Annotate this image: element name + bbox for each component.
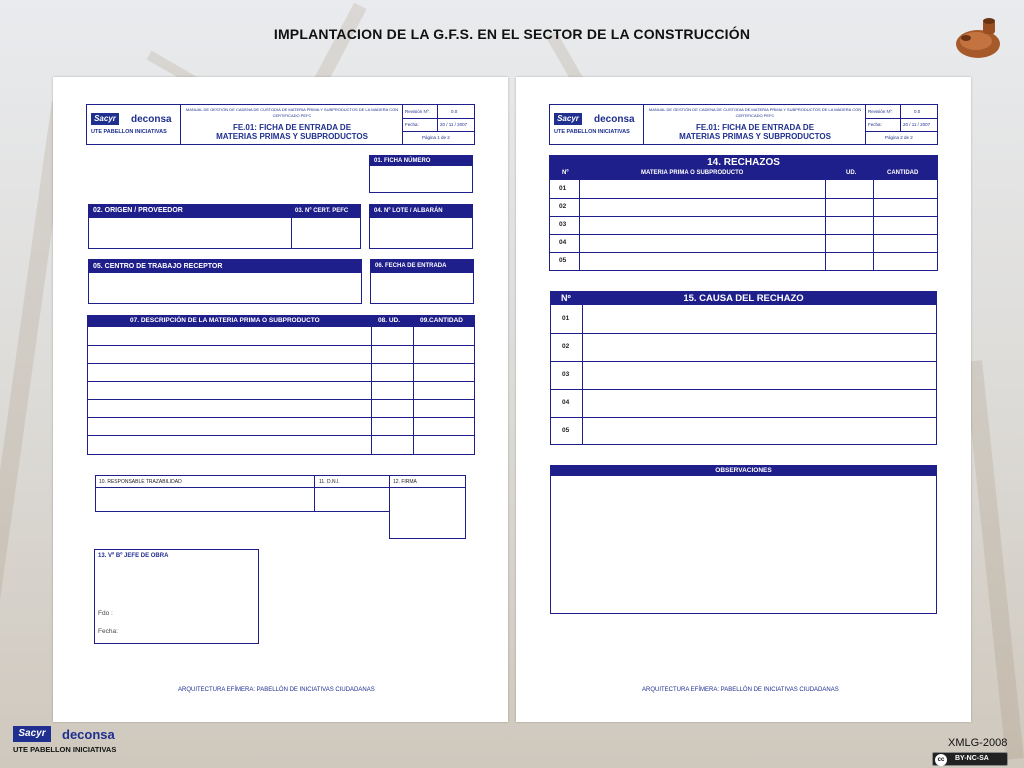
ute-label: UTE PABELLON INICIATIVAS <box>554 129 630 135</box>
field-label: 12. FIRMA <box>393 479 417 485</box>
row-number: 03 <box>562 371 570 378</box>
manual-text: MANUAL DE GESTIÓN DE CADENA DE CUSTODIA DE MATERIA PRIMA Y SUBPRODUCTOS DE LA MADERA CON CERTIFICADO PEFC <box>648 107 862 118</box>
table-row[interactable] <box>88 381 474 382</box>
sacyr-logo: Sacyr <box>554 113 582 125</box>
footer-text: ARQUITECTURA EFÍMERA: PABELLÓN DE INICIATIVAS CIUDADANAS <box>178 687 375 693</box>
row-number: 02 <box>562 343 570 350</box>
field-centro-trabajo[interactable] <box>88 259 362 304</box>
date-label: Fecha: <box>405 122 419 127</box>
col-n: Nº <box>562 170 569 176</box>
field-label: 03. Nº CERT. PEFC <box>295 208 349 214</box>
materia-prima-table <box>87 315 475 455</box>
row-number: 01 <box>559 185 567 192</box>
page-number: Página 2 de 2 <box>885 135 913 140</box>
deconsa-logo: deconsa <box>594 114 635 125</box>
table-row[interactable] <box>88 399 474 400</box>
responsable-block <box>95 475 466 539</box>
field-label: 13. Vº Bº JEFE DE OBRA <box>98 553 169 559</box>
col-descripcion: 07. DESCRIPCIÓN DE LA MATERIA PRIMA O SUBPRODUCTO <box>130 317 320 324</box>
col-cantidad: 09.CANTIDAD <box>420 317 463 324</box>
table-row[interactable] <box>88 345 474 346</box>
rechazos-table <box>549 155 938 271</box>
field-origen-proveedor[interactable] <box>88 204 361 249</box>
field-label: 05. CENTRO DE TRABAJO RECEPTOR <box>89 260 361 273</box>
causa-rechazo-table <box>550 291 937 445</box>
field-label: 10. RESPONSABLE TRAZABILIDAD <box>99 479 182 485</box>
col-ud: UD. <box>846 170 857 176</box>
page-number: Página 1 de 2 <box>422 135 450 140</box>
row-number: 02 <box>559 203 567 210</box>
revision-label: Revisión Nº: <box>868 109 893 114</box>
sacyr-logo: Sacyr <box>91 113 119 125</box>
revision-value: 0.0 <box>914 109 921 114</box>
table-row[interactable] <box>88 435 474 436</box>
sacyr-logo: Sacyr <box>13 726 51 742</box>
manual-text: MANUAL DE GESTIÓN DE CADENA DE CUSTODIA DE MATERIA PRIMA Y SUBPRODUCTOS DE LA MADERA CON CERTIFICADO PEFC <box>185 107 399 118</box>
ute-label: UTE PABELLON INICIATIVAS <box>91 129 167 135</box>
cc-icon: cc <box>935 754 947 766</box>
field-fecha-entrada[interactable] <box>370 259 474 304</box>
field-label: 11. D.N.I. <box>319 479 340 485</box>
deconsa-logo: deconsa <box>62 727 115 742</box>
form-title-2: MATERIAS PRIMAS Y SUBPRODUCTOS <box>216 132 368 141</box>
observaciones-box[interactable] <box>550 465 937 614</box>
form-page-1 <box>53 77 508 722</box>
form-title-1: FE.01: FICHA DE ENTRADA DE <box>232 123 352 132</box>
date-value: 20 / 11 / 2007 <box>440 122 468 127</box>
revision-label: Revisión Nº: <box>405 109 430 114</box>
col-materia: MATERIA PRIMA O SUBPRODUCTO <box>641 170 744 176</box>
table-row[interactable] <box>88 363 474 364</box>
field-lote-albaran[interactable] <box>369 204 473 249</box>
firma-box[interactable] <box>389 475 466 539</box>
footer-text: ARQUITECTURA EFÍMERA: PABELLÓN DE INICIATIVAS CIUDADANAS <box>642 687 839 693</box>
date-value: 20 / 11 / 2007 <box>903 122 931 127</box>
field-label: 06. FECHA DE ENTRADA <box>371 260 473 273</box>
revision-value: 0.0 <box>451 109 458 114</box>
ute-label: UTE PABELLON INICIATIVAS <box>13 745 117 754</box>
col-ud: 08. UD. <box>378 317 401 324</box>
row-number: 05 <box>562 427 570 434</box>
row-number: 01 <box>562 315 570 322</box>
observaciones-label: OBSERVACIONES <box>551 466 936 476</box>
clay-pot-icon <box>950 14 1010 62</box>
form-page-2 <box>516 77 971 722</box>
form-title-1: FE.01: FICHA DE ENTRADA DE <box>695 123 815 132</box>
rechazos-title: 14. RECHAZOS <box>707 157 780 168</box>
field-ficha-numero[interactable] <box>369 155 473 193</box>
license-label: BY-NC-SA <box>955 755 989 762</box>
fdo-label: Fdo : <box>98 610 113 617</box>
field-label: 04. Nº LOTE / ALBARÁN <box>370 205 472 218</box>
cc-license-badge[interactable] <box>932 752 1008 766</box>
vobo-jefe-obra-box[interactable] <box>94 549 259 644</box>
field-label: 02. ORIGEN / PROVEEDOR <box>93 207 183 214</box>
fecha-label: Fecha: <box>98 628 118 635</box>
row-number: 03 <box>559 221 567 228</box>
causa-title: 15. CAUSA DEL RECHAZO <box>683 293 804 304</box>
page-title: IMPLANTACION DE LA G.F.S. EN EL SECTOR DE LA CONSTRUCCIÓN <box>273 26 751 42</box>
doc-header <box>549 104 938 145</box>
field-label: 01. FICHA NÚMERO <box>370 156 472 166</box>
table-row[interactable] <box>88 417 474 418</box>
date-label: Fecha: <box>868 122 882 127</box>
deconsa-logo: deconsa <box>131 114 172 125</box>
credit-text: XMLG-2008 <box>948 737 1008 749</box>
col-n: Nº <box>561 293 571 303</box>
row-number: 05 <box>559 257 567 264</box>
form-title-2: MATERIAS PRIMAS Y SUBPRODUCTOS <box>679 132 831 141</box>
row-number: 04 <box>559 239 567 246</box>
doc-header <box>86 104 475 145</box>
col-cantidad: CANTIDAD <box>887 170 919 176</box>
row-number: 04 <box>562 399 570 406</box>
